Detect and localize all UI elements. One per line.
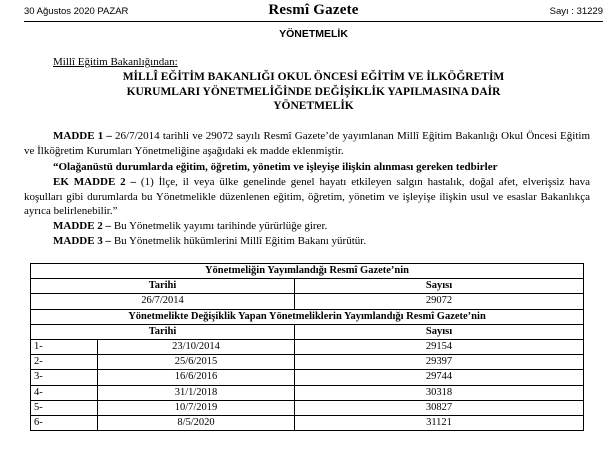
table-row xyxy=(31,415,584,430)
regulation-title xyxy=(24,70,603,114)
cell-number: 29154 xyxy=(295,339,584,354)
article-2 xyxy=(24,219,590,234)
gazette-header xyxy=(24,2,603,22)
table-row xyxy=(31,355,584,370)
table-header-amendments: Yönetmelikte Değişiklik Yapan Yönetmeliklerin Yayımlandığı Resmî Gazete’nin xyxy=(31,309,584,324)
column-date: Tarihi xyxy=(31,279,295,294)
table-header-row xyxy=(31,264,584,279)
article-label: MADDE 2 – xyxy=(53,220,112,232)
regulation-title-line: YÖNETMELİK xyxy=(273,100,354,112)
header-divider xyxy=(24,21,603,22)
cell-index: 4- xyxy=(31,385,98,400)
cell-index: 6- xyxy=(31,415,98,430)
article-text: Bu Yönetmelik hükümlerini Millî Eğitim Bakanı yürütür. xyxy=(111,235,367,247)
table-row xyxy=(31,385,584,400)
section-title: YÖNETMELİK xyxy=(279,28,348,40)
cell-index: 5- xyxy=(31,400,98,415)
cell-date: 23/10/2014 xyxy=(98,339,295,354)
article-label: MADDE 3 – xyxy=(53,235,112,247)
table-column-row xyxy=(31,279,584,294)
cell-number: 30318 xyxy=(295,385,584,400)
cell-date: 16/6/2016 xyxy=(98,370,295,385)
cell-number: 29072 xyxy=(295,294,584,309)
article-1 xyxy=(24,129,590,158)
cell-date: 31/1/2018 xyxy=(98,385,295,400)
column-date: Tarihi xyxy=(31,324,295,339)
additional-article-heading xyxy=(24,160,590,175)
cell-date: 10/7/2019 xyxy=(98,400,295,415)
cell-number: 30827 xyxy=(295,400,584,415)
article-label: EK MADDE 2 – xyxy=(53,176,137,188)
cell-index: 3- xyxy=(31,370,98,385)
table-row xyxy=(31,370,584,385)
cell-number: 29397 xyxy=(295,355,584,370)
heading-text: “Olağanüstü durumlarda eğitim, öğretim, yönetim ve işleyişe ilişkin alınması gereken tedbirler xyxy=(53,161,498,173)
publication-history-table xyxy=(30,263,584,431)
cell-date: 26/7/2014 xyxy=(31,294,295,309)
article-label: MADDE 1 – xyxy=(53,130,112,142)
regulation-title-line: MİLLÎ EĞİTİM BAKANLIĞI OKUL ÖNCESİ EĞİTİM VE İLKÖĞRETİM xyxy=(122,71,505,83)
column-number: Sayısı xyxy=(295,324,584,339)
table-row xyxy=(31,339,584,354)
table-header-original: Yönetmeliğin Yayımlandığı Resmî Gazete’nin xyxy=(31,264,584,279)
article-text: 26/7/2014 tarihli ve 29072 sayılı Resmî Gazete’de yayımlanan Millî Eğitim Bakanlığı Okul Öncesi Eğitim ve İlköğretim Kurumları Yönetmeliğine aşağıdaki ek madde eklenmiştir. xyxy=(24,130,590,157)
table-row xyxy=(31,400,584,415)
article-text: (1) İlçe, il veya ülke genelinde genel hayatı etkileyen salgın hastalık, doğal afet, elverişsiz hava koşulları gibi durumlarda bu Yönetmelikle düzenlenen eğitim, öğretim, yönetim ve işleyişe ilişkin usul ve esaslar Bakanlıkça ayrıca belirlenebilir.” xyxy=(24,176,590,217)
cell-number: 31121 xyxy=(295,415,584,430)
header-title: Resmî Gazete xyxy=(268,2,359,18)
column-number: Sayısı xyxy=(295,279,584,294)
cell-date: 25/6/2015 xyxy=(98,355,295,370)
table-header-row xyxy=(31,309,584,324)
header-date: 30 Ağustos 2020 PAZAR xyxy=(24,6,129,17)
cell-number: 29744 xyxy=(295,370,584,385)
table-row xyxy=(31,294,584,309)
article-text: Bu Yönetmelik yayımı tarihinde yürürlüğe girer. xyxy=(111,220,328,232)
header-issue-number: Sayı : 31229 xyxy=(549,6,603,17)
ministry-name: Millî Eğitim Bakanlığından: xyxy=(53,56,178,68)
cell-index: 2- xyxy=(31,355,98,370)
cell-index: 1- xyxy=(31,339,98,354)
table-column-row xyxy=(31,324,584,339)
article-3 xyxy=(24,234,590,249)
cell-date: 8/5/2020 xyxy=(98,415,295,430)
regulation-title-line: KURUMLARI YÖNETMELİĞİNDE DEĞİŞİKLİK YAPILMASINA DAİR xyxy=(126,85,501,98)
additional-article-2 xyxy=(24,175,590,219)
